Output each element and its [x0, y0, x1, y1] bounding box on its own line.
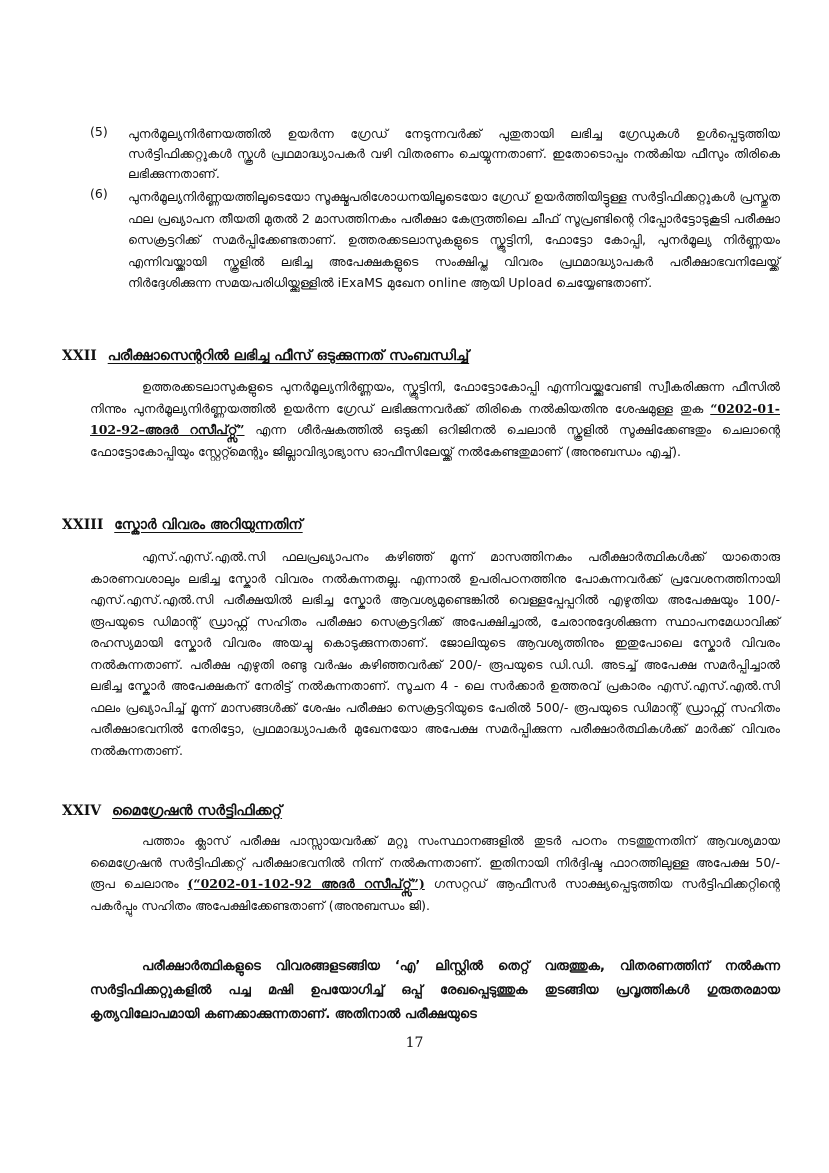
list-text: പുനർമൂല്യനിർണയത്തിൽ ഉയർന്ന ഗ്രേഡ് നേടുന്നവർക്ക് പുതുതായി ലഭിച്ച ഗ്രേഡുകൾ ഉൾപ്പെടുത്തിയ സർട്ടിഫിക്കറ്റുകൾ സ്കൂൾ പ്രഥമാദ്ധ്യാപകർ വഴി വിതരണം ചെയ്യുന്നതാണ്. ഇതോടൊപ്പം നൽകിയ ഫീസും തിരികെ ലഭിക്കുന്നതാണ്. [128, 126, 780, 181]
section-number: XXIII [62, 517, 104, 533]
list-number: (6) [90, 186, 108, 201]
account-head-code: (“0202-01-102-92 അദർ റസീപ്റ്റ്സ്”) [187, 876, 425, 891]
paragraph-text: ഉത്തരക്കടലാസുകളുടെ പുനർമൂല്യനിർണ്ണയം, സ്ക്രൂട്ടിനി, ഫോട്ടോകോപ്പി എന്നിവയ്ക്കുവേണ്ടി സ്വീകരിക്കുന്ന ഫീസിൽ നിന്നും പുനർമൂല്യനിർണ്ണയത്തിൽ ഉയർന്ന ഗ്രേഡ് ലഭിക്കുന്നവർക്ക് തിരികെ നൽകിയതിനു ശേഷമുള്ള തുക [90, 379, 780, 416]
list-number: (5) [90, 124, 108, 139]
section-title: പരീക്ഷാസെന്ററിൽ ലഭിച്ച ഫീസ് ഒടുക്കുന്നത് സംബന്ധിച്ച് [107, 348, 470, 364]
section-number: XXII [62, 348, 97, 364]
section-number: XXIV [62, 803, 102, 819]
page-number: 17 [405, 1035, 424, 1051]
section-title: മൈഗ്രേഷൻ സർട്ടിഫിക്കറ്റ് [112, 803, 283, 819]
section-heading [62, 517, 303, 533]
section-heading [62, 803, 282, 819]
paragraph [90, 546, 780, 761]
paragraph-text: എസ്.എസ്.എൽ.സി ഫലപ്രഖ്യാപനം കഴിഞ്ഞ് മൂന്ന് മാസത്തിനകം പരീക്ഷാർത്ഥികൾക്ക് യാതൊരു കാരണവശാലും ലഭിച്ച സ്കോർ വിവരം നൽകുന്നതല്ല. എന്നാൽ ഉപരിപഠനത്തിനു പോകുന്നവർക്ക് പ്രവേശനത്തിനായി എസ്.എസ്.എൽ.സി പരീക്ഷയിൽ ലഭിച്ച സ്കോർ ആവശ്യമുണ്ടെങ്കിൽ വെള്ളപ്പേപ്പറിൽ എഴുതിയ അപേക്ഷയും 100/- രൂപയുടെ ഡിമാന്റ് ഡ്രാഫ്റ്റ് സഹിതം പരീക്ഷാ സെക്രട്ടറിക്ക് അപേക്ഷിച്ചാൽ, ചേരാനുദ്ദേശിക്കുന്ന സ്ഥാപനമേധാവിക്ക് രഹസ്യമായി സ്കോർ വിവരം അയച്ചു കൊടുക്കുന്നതാണ്. ജോലിയുടെ ആവശ്യത്തിനും ഇതുപോലെ സ്കോർ വിവരം നൽകുന്നതാണ്. പരീക്ഷ എഴുതി രണ്ടു വർഷം കഴിഞ്ഞവർക്ക് 200/- രൂപയുടെ ഡി.ഡി. അടച്ച് അപേക്ഷ സമർപ്പിച്ചാൽ ലഭിച്ച സ്കോർ അപേക്ഷകന് നേരിട്ട് നൽകുന്നതാണ്. സൂചന 4 - ലെ സർക്കാർ ഉത്തരവ് പ്രകാരം എസ്.എസ്.എൽ.സി ഫലം പ്രഖ്യാപിച്ച് മൂന്ന് മാസങ്ങൾക്ക് ശേഷം പരീക്ഷാ സെക്രട്ടറിയുടെ പേരിൽ 500/- രൂപയുടെ ഡിമാന്റ് ഡ്രാഫ്റ്റ് സഹിതം പരീക്ഷാഭവനിൽ നേരിട്ടോ, പ്രഥമാദ്ധ്യാപകർ മുഖേനയോ അപേക്ഷ സമർപ്പിക്കുന്ന പരീക്ഷാർത്ഥികൾക്ക് മാർക്ക് വിവരം നൽകുന്നതാണ്. [90, 549, 780, 758]
paragraph-text: ഗസറ്റഡ് ആഫീസർ സാക്ഷ്യപ്പെടുത്തിയ സർട്ടിഫിക്കറ്റിന്റെ പകർപ്പും സഹിതം അപേക്ഷിക്കേണ്ടതാണ് (അനുബന്ധം ജി). [90, 876, 780, 913]
section-title: സ്കോർ വിവരം അറിയുന്നതിന് [114, 517, 303, 533]
paragraph-text: പത്താം ക്ലാസ് പരീക്ഷ പാസ്സായവർക്ക് മറ്റു സംസ്ഥാനങ്ങളിൽ തുടർ പഠനം നടത്തുന്നതിന് ആവശ്യമായ മൈഗ്രേഷൻ സർട്ടിഫിക്കറ്റ് പരീക്ഷാഭവനിൽ നിന്ന് നൽകുന്നതാണ്. ഇതിനായി നിർദ്ദിഷ്ട ഫാറത്തിലുള്ള അപേക്ഷ 50/- രൂപ ചെലാനും [90, 833, 780, 891]
paragraph [90, 955, 780, 1027]
account-head-code: “0202-01-102-92–അദർ റസീപ്റ്റ്സ്” [90, 400, 780, 437]
list-item [90, 124, 780, 184]
section-heading [62, 348, 469, 364]
paragraph-text: പരീക്ഷാർത്ഥികളുടെ വിവരങ്ങളടങ്ങിയ ‘എ’ ലിസ്റ്റിൽ തെറ്റ് വരുത്തുക, വിതരണത്തിന് നൽകുന്ന സർട്ടിഫിക്കറ്റുകളിൽ പച്ച മഷി ഉപയോഗിച്ച് ഒപ്പ് രേഖപ്പെടുത്തുക തുടങ്ങിയ പ്രവൃത്തികൾ ഗുരുതരമായ കൃത്യവിലോപമായി കണക്കാക്കുന്നതാണ്. അതിനാൽ പരീക്ഷയുടെ [90, 959, 780, 1022]
paragraph [90, 830, 780, 916]
list-text: പുനർമൂല്യനിർണ്ണയത്തിലൂടെയോ സൂക്ഷ്മപരിശോധനയിലൂടെയോ ഗ്രേഡ് ഉയർത്തിയിട്ടുള്ള സർട്ടിഫിക്കറ്റുകൾ പ്രസ്തുത ഫല പ്രഖ്യാപന തീയതി മുതൽ 2 മാസത്തിനകം പരീക്ഷാ കേന്ദ്രത്തിലെ ചീഫ് സൂപ്രണ്ടിന്റെ റിപ്പോർട്ടോടുകൂടി പരീക്ഷാ സെക്രട്ടറിക്ക് സമർപ്പിക്കേണ്ടതാണ്. ഉത്തരക്കടലാസുകളുടെ സ്ക്രൂട്ടിനി, ഫോട്ടോ കോപ്പി, പുനർമൂല്യ നിർണ്ണയം എന്നിവയ്ക്കായി സ്കൂളിൽ ലഭിച്ച അപേക്ഷകളുടെ സംക്ഷിപ്ത വിവരം പ്രഥമാദ്ധ്യാപകർ പരീക്ഷാഭവനിലേയ്ക്ക് നിർദ്ദേശിക്കുന്ന സമയപരിധിയ്ക്കുള്ളിൽ iExaMS മുഖേന online ആയി Upload ചെയ്യേണ്ടതാണ്. [128, 189, 780, 290]
paragraph-text: എന്ന ശീർഷകത്തിൽ ഒടുക്കി ഒറിജിനൽ ചെലാൻ സ്കൂളിൽ സൂക്ഷിക്കേണ്ടതും ചെലാന്റെ ഫോട്ടോകോപ്പിയും സ്റ്റേറ്റ്മെന്റും ജില്ലാവിദ്യാഭ്യാസ ഓഫീസിലേയ്ക്ക് നൽകേണ്ടതുമാണ് (അനുബന്ധം എച്ച്). [90, 422, 780, 459]
list-item [90, 186, 780, 294]
paragraph [90, 376, 780, 462]
